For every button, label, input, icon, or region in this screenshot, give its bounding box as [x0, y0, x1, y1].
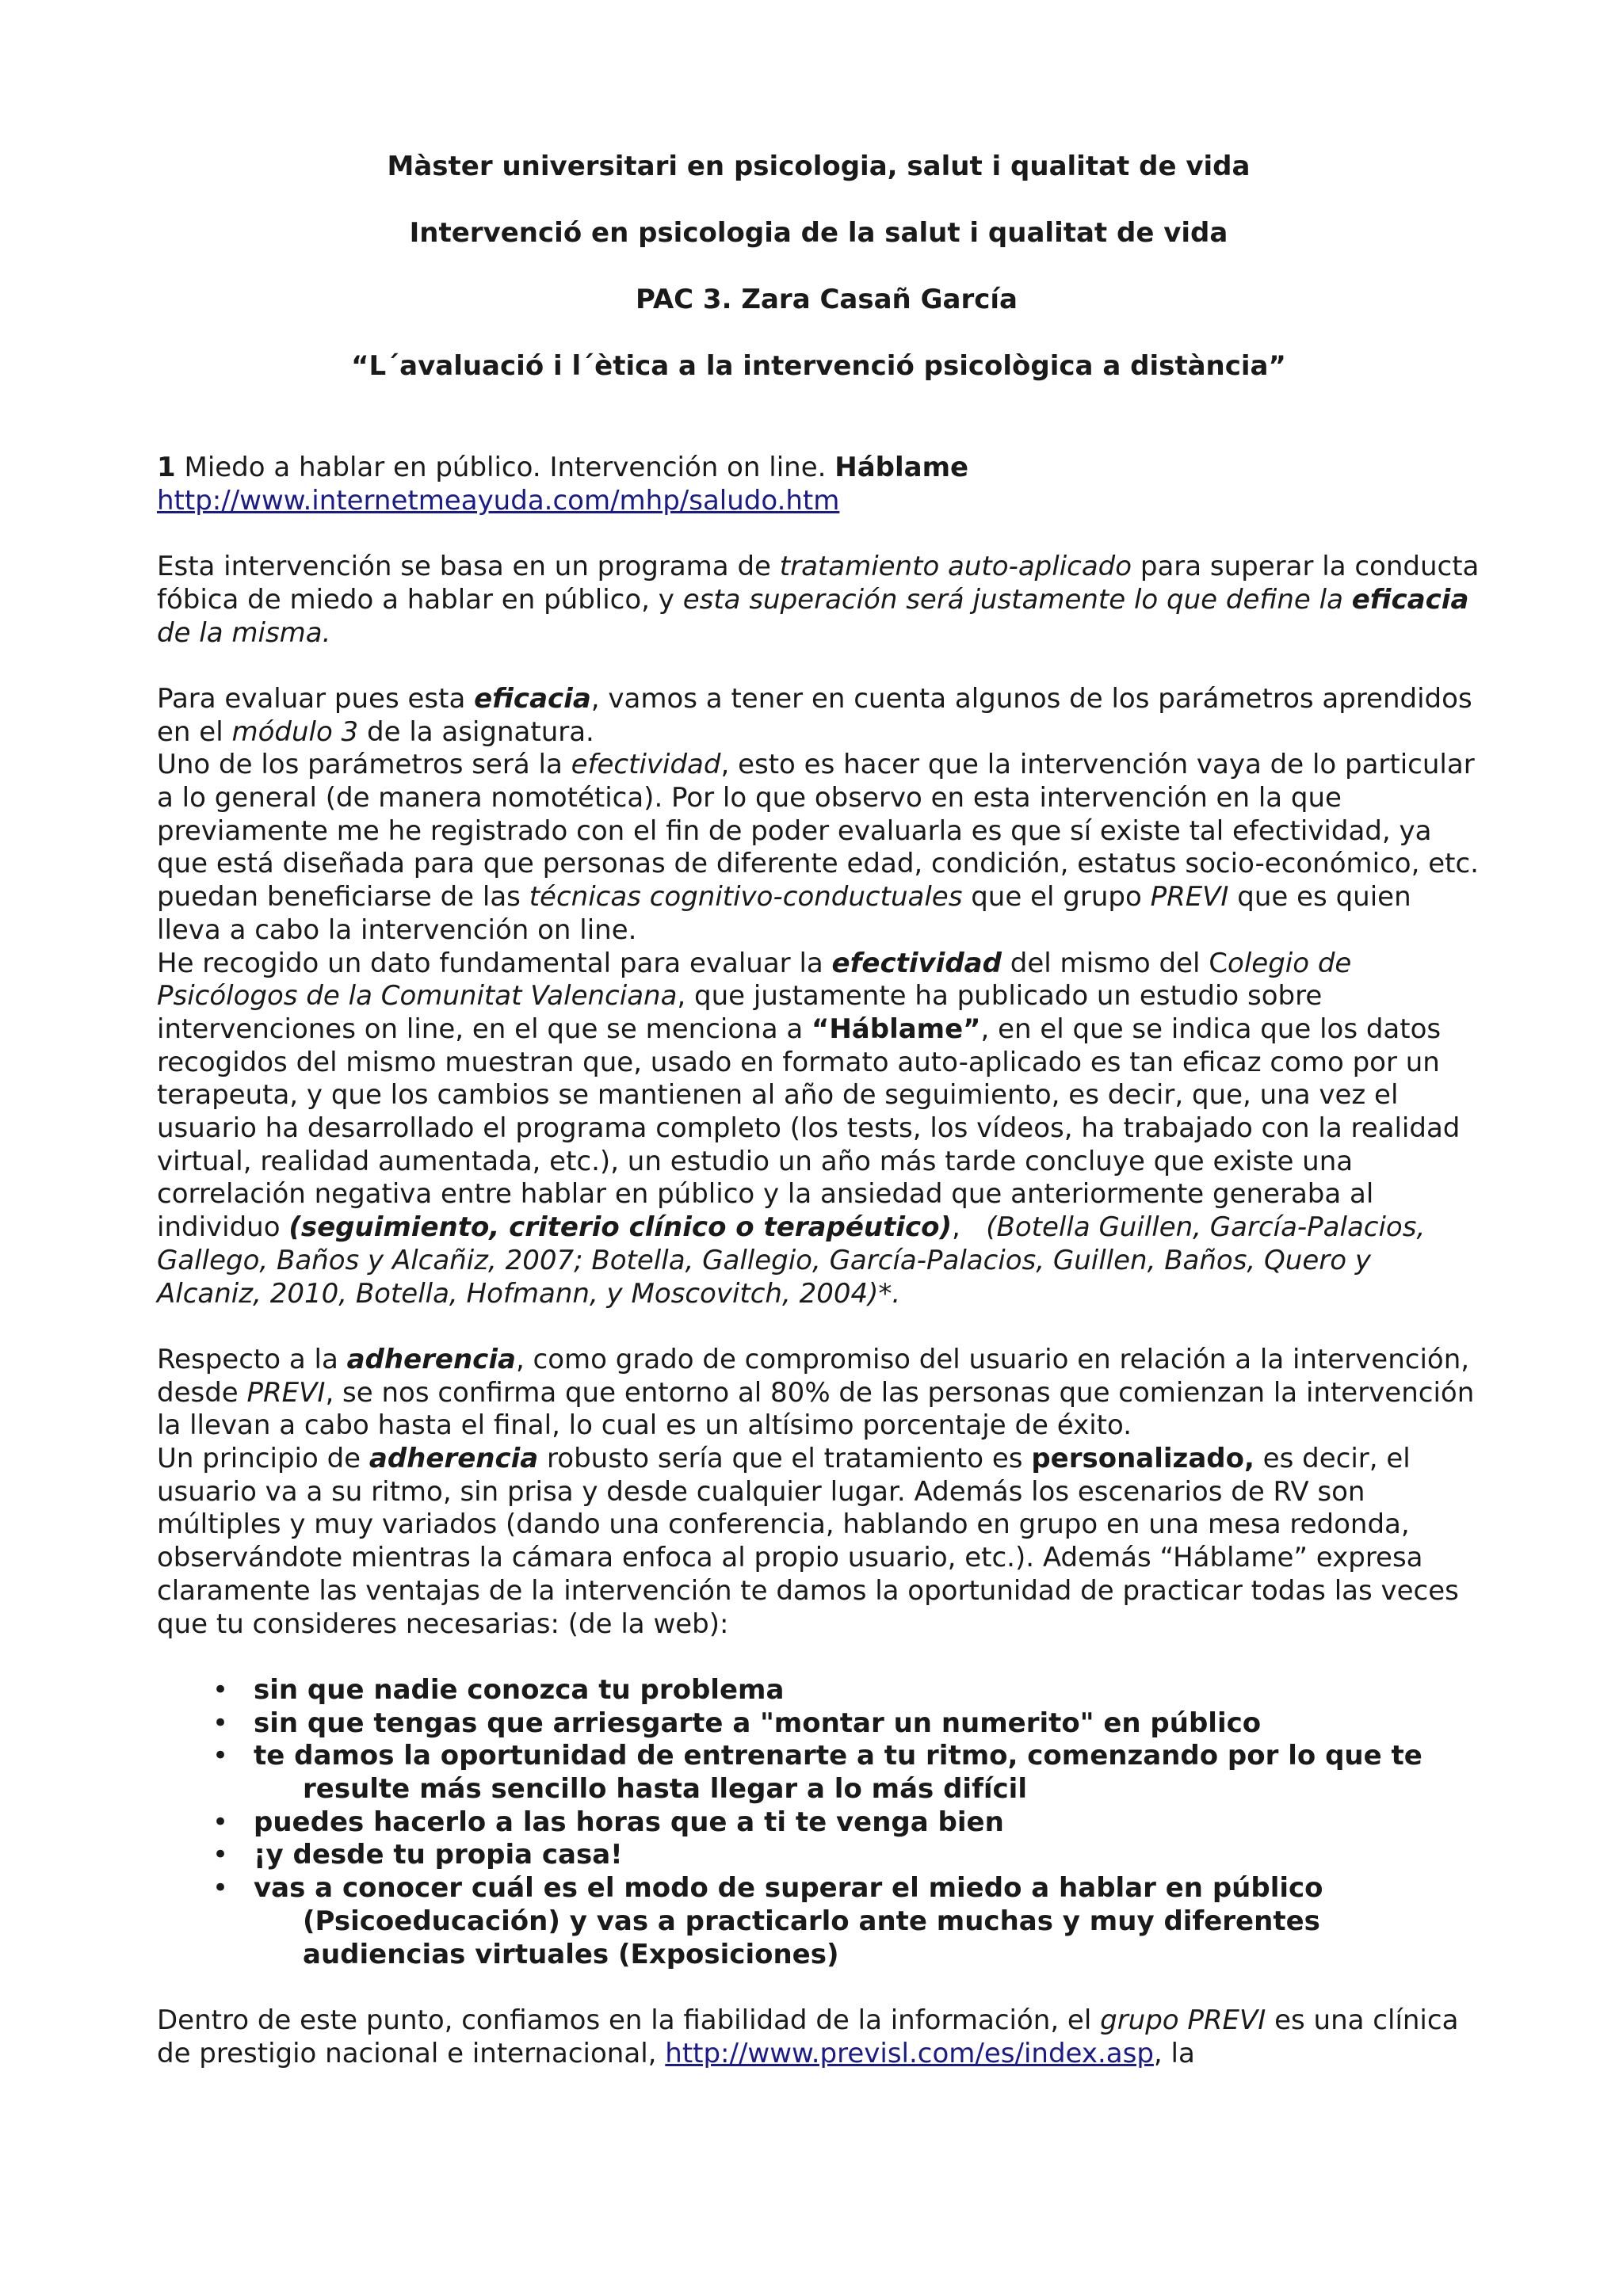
course-title: Intervenció en psicologia de la salut i qualitat de vida [409, 217, 1228, 249]
section-number: 1 [157, 452, 176, 483]
document-body [157, 452, 1480, 2070]
assignment-title: “L´avaluació i l´ètica a la intervenció psicològica a distància” [351, 350, 1286, 382]
assignment-author: PAC 3. Zara Casañ García [636, 284, 1018, 315]
program-link[interactable]: http://www.internetmeayuda.com/mhp/saludo.htm [157, 484, 840, 517]
list-item-text: ¡y desde tu propia casa! [254, 1839, 623, 1871]
list-item-text: puedes hacerlo a las horas que a ti te venga bien [254, 1806, 1004, 1838]
previ-link[interactable]: http://www.previsl.com/es/index.asp [665, 2037, 1154, 2069]
paragraph-adherencia: Respecto a la adherencia, como grado de compromiso del usuario en relación a la intervención, desde PREVI, se nos confirma que entorno al 80% de las personas que comienzan la intervención la llevan a cabo hasta el final, lo cual es un altísimo porcentaje de éxito. [157, 1343, 1475, 1442]
bullet-icon: • [212, 1740, 229, 1772]
bullet-icon: • [212, 1673, 229, 1706]
advantages-list [157, 1674, 1480, 1971]
paragraph-fiabilidad: Dentro de este punto, confiamos en la fiabilidad de la información, el grupo PREVI es una clínica de prestigio nacional e internacional, http://www.previsl.com/es/index.asp, la [157, 2004, 1459, 2069]
program-name: Háblame [834, 452, 969, 483]
bullet-icon: • [212, 1872, 229, 1905]
list-item-text: sin que nadie conozca tu problema [254, 1673, 785, 1706]
paragraph-intro: Esta intervención se basa en un programa de tratamiento auto-aplicado para superar la conducta fóbica de miedo a hablar en público, y esta superación será justamente lo que define la eficacia de la misma. [157, 551, 1480, 649]
list-item [157, 1707, 1480, 1741]
list-item-continuation: (Psicoeducación) y vas a practicarlo ante muchas y muy diferentes audiencias virtuales (Exposiciones) [303, 1905, 1320, 1970]
section-heading: 1 Miedo a hablar en público. Intervención on line. Háblame http://www.internetmeayuda.com/mhp/saludo.htm [157, 452, 969, 517]
list-item [157, 1806, 1480, 1840]
bullet-icon: • [212, 1806, 229, 1838]
paragraph-personalizado: Un principio de adherencia robusto sería que el tratamiento es personalizado, es decir, el usuario va a su ritmo, sin prisa y desde cualquier lugar. Además los escenarios de RV son múltiples y muy variados (dando una conferencia, hablando en grupo en una mesa redonda, observándote mientras la cámara enfoca al propio usuario, etc.). Además “Háblame” expresa claramente las ventajas de la intervención te damos la oportunidad de practicar todas las veces que tu consideres necesarias: (de la web): [157, 1443, 1459, 1640]
paragraph-estudio: He recogido un dato fundamental para evaluar la efectividad del mismo del Colegio de Psicólogos de la Comunitat Valenciana, que justamente ha publicado un estudio sobre intervenciones on line, en el que se menciona a “Háblame”, en el que se indica que los datos recogidos del mismo muestran que, usado en formato auto-aplicado es tan eficaz como por un terapeuta, y que los cambios se mantienen al año de seguimiento, es decir, que, una vez el usuario ha desarrollado el programa completo (los tests, los vídeos, ha trabajado con la realidad virtual, realidad aumentada, etc.), un estudio un año más tarde concluye que existe una correlación negativa entre hablar en público y la ansiedad que anteriormente generaba al individuo (seguimiento, criterio clínico o terapéutico), (Botella Guillen, García-Palacios, Gallego, Baños y Alcañiz, 2007; Botella, Gallegio, García-Palacios, Guillen, Baños, Quero y Alcaniz, 2010, Botella, Hofmann, y Moscovitch, 2004)*. [157, 947, 1461, 1310]
list-item-text: te damos la oportunidad de entrenarte a tu ritmo, comenzando por lo que te [254, 1740, 1423, 1772]
list-item-continuation: resulte más sencillo hasta llegar a lo más difícil [303, 1773, 1027, 1806]
bullet-icon: • [212, 1839, 229, 1871]
master-title: Màster universitari en psicologia, salut i qualitat de vida [387, 151, 1251, 182]
list-item [157, 1674, 1480, 1707]
bullet-icon: • [212, 1707, 229, 1739]
list-item-text: vas a conocer cuál es el modo de superar el miedo a hablar en público [254, 1872, 1323, 1905]
paragraph-efectividad: Uno de los parámetros será la efectividad, esto es hacer que la intervención vaya de lo particular a lo general (de manera nomotética). Por lo que observo en esta intervención en la que previamente me he registrado con el fin de poder evaluarla es que sí existe tal efectividad, ya que está diseñada para que personas de diferente edad, condición, estatus socio-económico, etc. puedan beneficiarse de las técnicas cognitivo-conductuales que el grupo PREVI que es quien lleva a cabo la intervención on line. [157, 749, 1479, 946]
paragraph-eficacia: Para evaluar pues esta eficacia, vamos a tener en cuenta algunos de los parámetros aprendidos en el módulo 3 de la asignatura. [157, 682, 1472, 748]
list-item [157, 1740, 1480, 1806]
list-item [157, 1839, 1480, 1872]
list-item [157, 1872, 1480, 1971]
list-item-text: sin que tengas que arriesgarte a "montar un numerito" en público [254, 1707, 1262, 1739]
